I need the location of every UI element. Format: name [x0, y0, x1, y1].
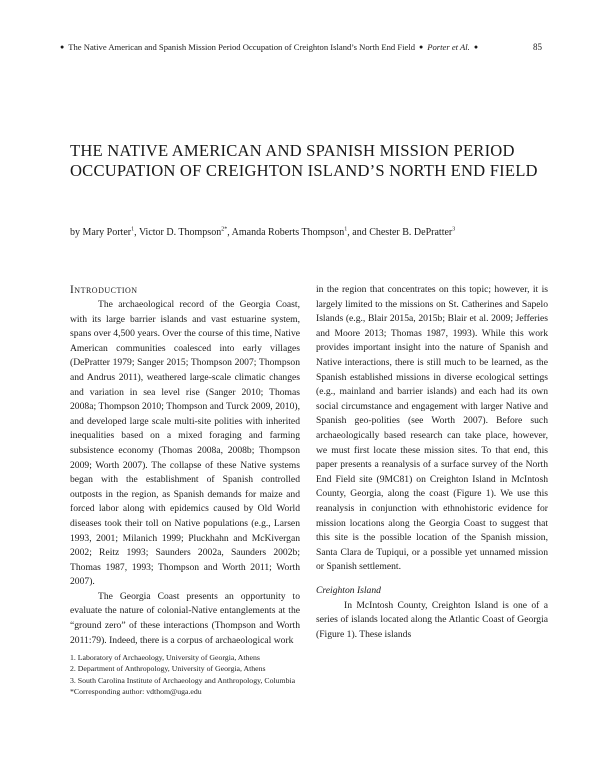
author-name: Chester B. DePratter [369, 227, 453, 238]
byline [70, 226, 560, 240]
footnote-2: 2. Department of Anthropology, University of Georgia, Athens [70, 664, 266, 674]
byline-prefix: by [70, 227, 80, 238]
bullet-icon: ● [419, 43, 424, 51]
footnotes [70, 652, 300, 698]
author-affiliation-mark: 1 [344, 226, 348, 233]
byline-separator: , [347, 227, 350, 238]
running-header-left [60, 42, 478, 52]
byline-separator: , [134, 227, 137, 238]
right-column [316, 283, 548, 643]
author-affiliation-mark: 3 [452, 226, 456, 233]
intro-paragraph-1: The archaeological record of the Georgia Coast, with its large barrier islands and vast estuarine system, spans over 4,500 years. Over the course of this time, Native American communities coalesced into early villages (DePratter 1979; Sanger 2015; Thompson 2007; Thompson and Andrus 2011), weathered large-scale climatic changes and variation in sea level rise (Sanger 2010; Thomas 2008a; Thompson 2010; Thompson and Turck 2009, 2010), and developed large scale multi-site polities with inherited inequalities based on a mixed foraging and farming subsistence economy (Thomas 2008a, 2008b; Thompson 2009; Worth 2007). The collapse of these Native systems began with the establishment of Spanish controlled outposts in the region, as Spanish demands for maize and forced labor along with epidemics caused by Old World diseases took their toll on Native populations (e.g., Larsen 1993, 2001; Milanich 1999; Pluckhahn and McKivergan 2002; Reitz 1993; Saunders 2002a, Saunders 2002b; Thomas 1987, 1993; Thompson and Worth 2011; Worth 2007). [70, 299, 300, 588]
introduction-heading: Introduction [70, 284, 138, 296]
author-name: Amanda Roberts Thompson [231, 227, 345, 238]
creighton-island-heading: Creighton Island [316, 584, 381, 596]
left-column [70, 283, 300, 648]
author-affiliation-mark: 1 [131, 226, 135, 233]
author-name: Victor D. Thompson [138, 227, 222, 238]
author-name: Mary Porter [82, 227, 132, 238]
footnote-1: 1. Laboratory of Archaeology, University of Georgia, Athens [70, 653, 260, 662]
creighton-paragraph-1: In McIntosh County, Creighton Island is one of a series of islands located along the Atlantic Coast of Georgia (Figure 1). These islands [316, 599, 548, 641]
byline-and: and [352, 227, 367, 238]
bullet-icon: ● [473, 43, 479, 51]
article-title: THE NATIVE AMERICAN AND SPANISH MISSION PERIOD OCCUPATION OF CREIGHTON ISLAND’S NORTH END FIELD [70, 141, 538, 180]
running-header [60, 40, 542, 54]
running-title: The Native American and Spanish Mission Period Occupation of Creighton Island’s North End Field [68, 42, 416, 52]
corresponding-author-note: *Corresponding author: vdthom@uga.edu [70, 687, 202, 697]
intro-paragraph-2-start: The Georgia Coast presents an opportunity to evaluate the nature of colonial-Native entanglements at the “ground zero” of these interactions (Thompson and Worth 2011:79). Indeed, there is a corpus of archaeological work [70, 590, 300, 646]
intro-paragraph-2: in the region that concentrates on this topic; however, it is largely limited to the missions on St. Catherines and Sapelo Islands (e.g., Blair 2015a, 2015b; Blair et al. 2009; Jefferies and Moore 2013; Thomas 1987, 1993). While this work provides important insight into the nature of Spanish and Native interactions, there is still much to be learned, as the Spanish established missions in diverse ecological settings (e.g., mainland and barrier islands) and each had its own social circumstance and engagement with larger Native and Spanish geo-polities (see Worth 2007). Before such archaeologically based research can take place, however, we must first locate these mission sites. To that end, this paper presents a reanalysis of a surface survey of the North End Field site (9MC81) on Creighton Island in McIntosh County, Georgia, along the coast (Figure 1). We use this reanalysis in conjunction with ethnohistoric evidence for mission locations along the Georgia Coast to suggest that this site is the possible location of the Spanish mission, Santa Clara de Tupiqui, or a possible yet unnamed mission or Spanish settlement. [316, 284, 548, 573]
bullet-icon: ● [60, 43, 65, 51]
byline-separator: , [227, 227, 230, 238]
running-authors: Porter et Al. [427, 42, 470, 52]
author-affiliation-mark: 2* [221, 226, 228, 233]
footnote-3: 3. South Carolina Institute of Archaeology and Anthropology, Columbia [70, 675, 296, 685]
page-number: 85 [533, 42, 542, 52]
